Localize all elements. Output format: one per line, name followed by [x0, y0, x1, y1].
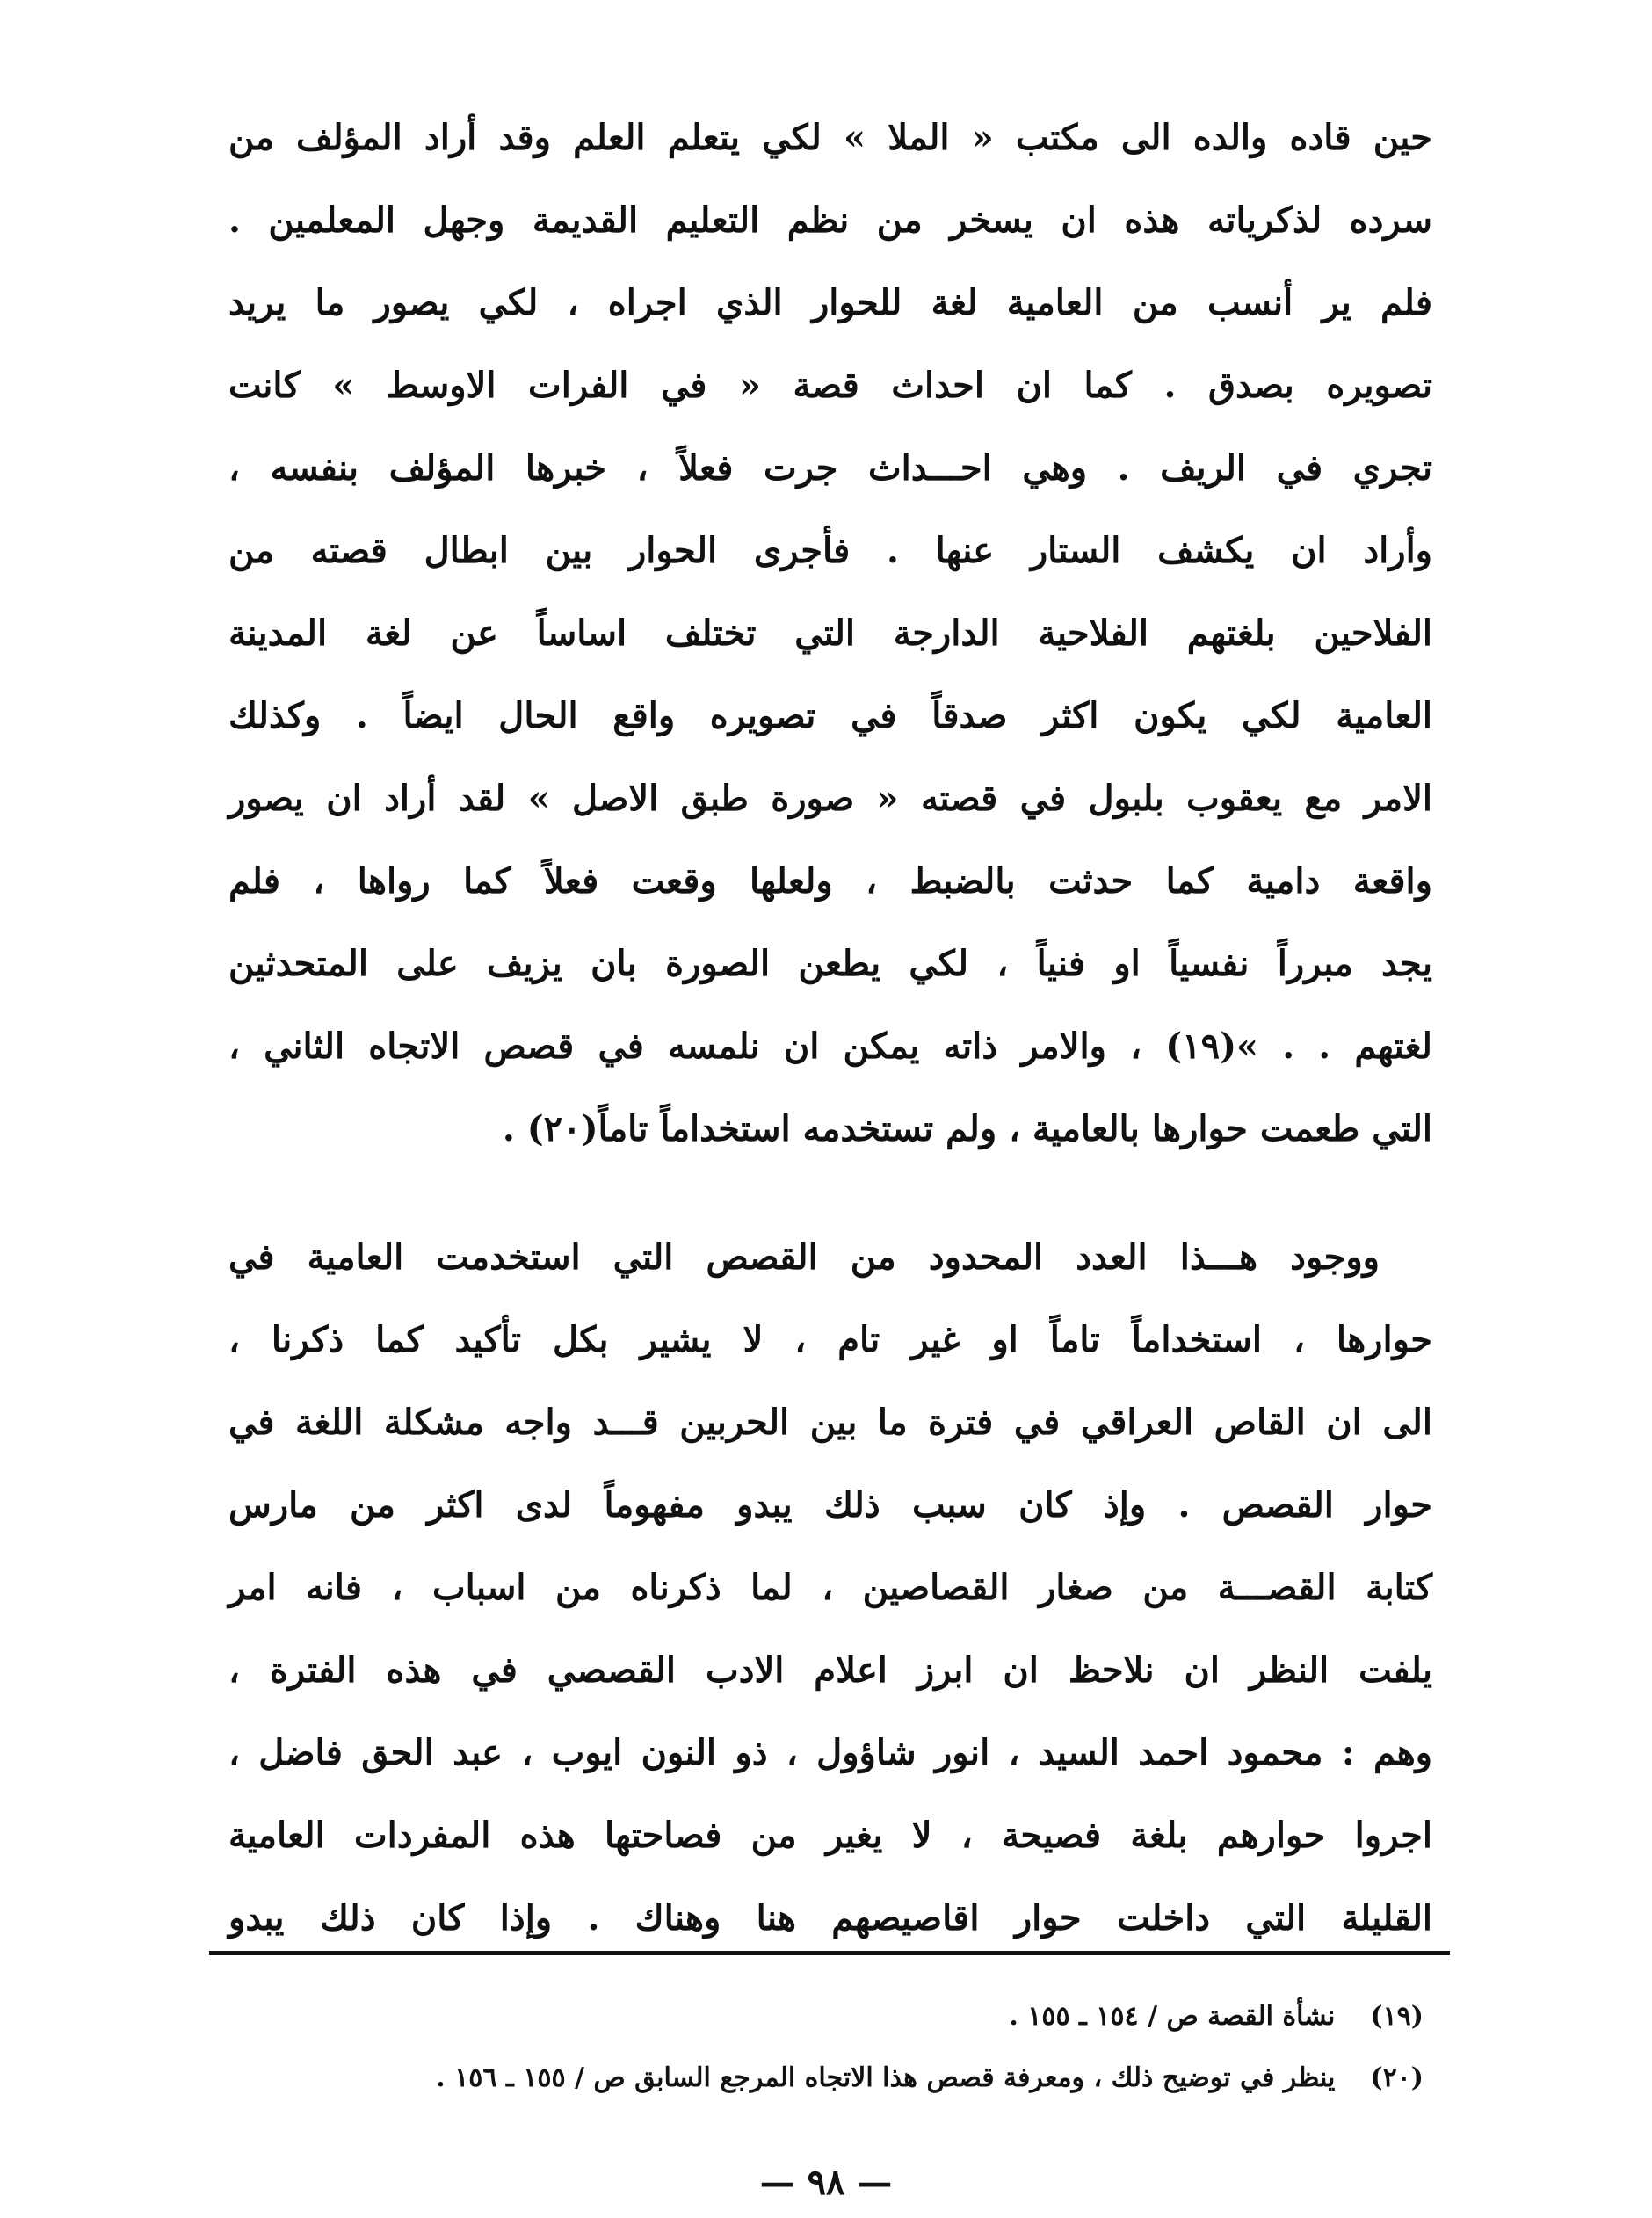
text-line: لغتهم . . »(١٩) ، والامر ذاته يمكن ان نلمسه في قصص الاتجاه الثاني ، [228, 1026, 1432, 1067]
text-line: الامر مع يعقوب بلبول في قصته « صورة طبق الاصل » لقد أراد ان يصور [228, 778, 1432, 819]
text-line: يجد مبرراً نفسياً او فنياً ، لكي يطعن الصورة بان يزيف على المتحدثين [228, 943, 1432, 984]
text-line: حوار القصص . وإذ كان سبب ذلك يبدو مفهوماً لدى اكثر من مارس [228, 1484, 1432, 1526]
footnote-text: ينظر في توضيح ذلك ، ومعرفة قصص هذا الاتجاه المرجع السابق ص / ١٥٥ ـ ١٥٦ . [436, 2062, 1336, 2093]
text-line: الى ان القاص العراقي في فترة ما بين الحربين قـــد واجه مشكلة اللغة في [228, 1402, 1432, 1443]
text-line: تصويره بصدق . كما ان احداث قصة « في الفرات الاوسط » كانت [228, 365, 1432, 406]
footnote-text: نشأة القصة ص / ١٥٤ ـ ١٥٥ . [1009, 2001, 1336, 2032]
text-line: وهم : محمود احمد السيد ، انور شاؤول ، ذو النون ايوب ، عبد الحق فاضل ، [228, 1732, 1432, 1773]
footnote-divider [209, 1951, 1450, 1955]
paragraph-gap [228, 1171, 1432, 1216]
text-line: الفلاحين بلغتهم الفلاحية الدارجة التي تختلف اساساً عن لغة المدينة [228, 612, 1432, 654]
footnote-20 [264, 2048, 1424, 2109]
text-line: العامية لكي يكون اكثر صدقاً في تصويره واقع الحال ايضاً . وكذلك [228, 695, 1432, 736]
text-line: القليلة التي داخلت حوار اقاصيصهم هنا وهناك . وإذا كان ذلك يبدو [228, 1897, 1432, 1939]
paragraph-2 [228, 1216, 1432, 1960]
text-line: كتابة القصـــة من صغار القصاصين ، لما ذكرناه من اسباب ، فانه امر [228, 1567, 1432, 1608]
text-line: تجري في الريف . وهي احـــداث جرت فعلاً ، خبرها المؤلف بنفسه ، [228, 447, 1432, 489]
text-line: واقعة دامية كما حدثت بالضبط ، ولعلها وقعت فعلاً كما رواها ، فلم [228, 860, 1432, 902]
body-text [228, 97, 1432, 1960]
page-number: — ٩٨ — [759, 2162, 893, 2203]
paragraph-1 [228, 97, 1432, 1171]
text-line: ووجود هـــذا العدد المحدود من القصص التي استخدمت العامية في [228, 1236, 1380, 1278]
footnotes [264, 1986, 1424, 2109]
footnote-number: (١٩) [1370, 2001, 1424, 2032]
text-line: التي طعمت حوارها بالعامية ، ولم تستخدمه استخداماً تاماً(٢٠) . [502, 1108, 1432, 1149]
text-line: حوارها ، استخداماً تاماً او غير تام ، لا يشير بكل تأكيد كما ذكرنا ، [228, 1319, 1432, 1360]
text-line: فلم ير أنسب من العامية لغة للحوار الذي اجراه ، لكي يصور ما يريد [228, 282, 1432, 323]
footnote-number: (٢٠) [1370, 2062, 1424, 2093]
text-line: حين قاده والده الى مكتب « الملا » لكي يتعلم العلم وقد أراد المؤلف من [228, 117, 1432, 158]
text-line: سرده لذكرياته هذه ان يسخر من نظم التعليم القديمة وجهل المعلمين . [228, 199, 1432, 241]
text-line: وأراد ان يكشف الستار عنها . فأجرى الحوار بين ابطال قصته من [228, 530, 1432, 571]
text-line: يلفت النظر ان نلاحظ ان ابرز اعلام الادب القصصي في هذه الفترة ، [228, 1649, 1432, 1691]
text-line: اجروا حوارهم بلغة فصيحة ، لا يغير من فصاحتها هذه المفردات العامية [228, 1815, 1432, 1856]
footnote-19 [264, 1986, 1424, 2048]
